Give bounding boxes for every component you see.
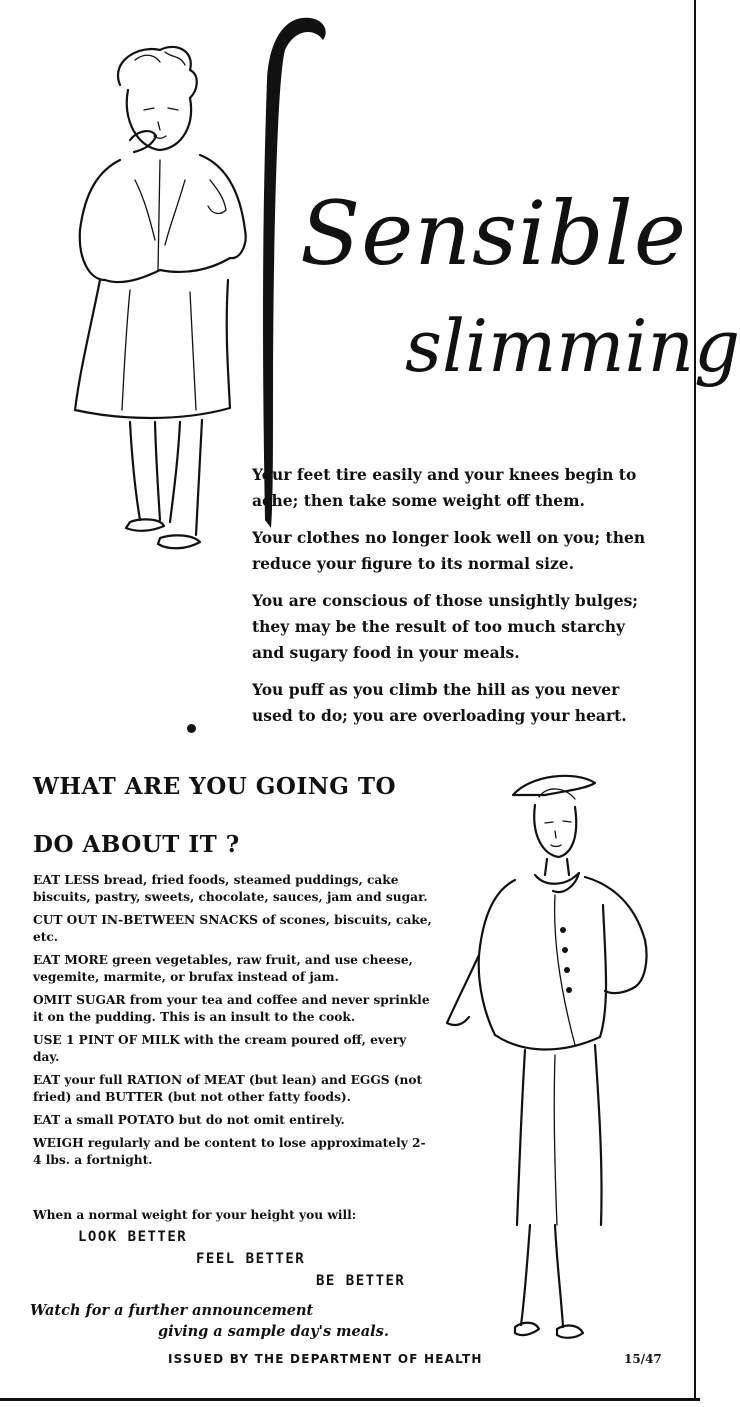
section-heading [33, 758, 453, 874]
page-border-bottom [0, 1398, 700, 1401]
advice-list [33, 872, 433, 1175]
intro-paragraph: You are conscious of those unsightly bulges; they may be the result of too much starchy and sugary food in your meals. [252, 591, 639, 662]
mantra-be-better: BE BETTER [316, 1273, 406, 1289]
advice-lead: USE 1 PINT OF MILK [33, 1033, 180, 1047]
advice-body: bread, fried foods, steamed puddings, cake biscuits, pastry, sweets, chocolate, sauces, jam and sugar. [33, 873, 428, 904]
advice-item [33, 912, 433, 946]
intro-paragraph: Your feet tire easily and your knees begin to ache; then take some weight off them. [252, 465, 637, 510]
overweight-woman-illustration [60, 30, 260, 570]
slim-woman-illustration [435, 755, 675, 1345]
closing-sentence: When a normal weight for your height you will: [33, 1208, 357, 1222]
advice-lead: CUT OUT IN-BETWEEN SNACKS [33, 913, 258, 927]
headline-line-1: Sensible [300, 182, 687, 285]
advice-lead: EAT LESS [33, 873, 100, 887]
advice-lead: EAT [33, 1073, 61, 1087]
intro-paragraph: Your clothes no longer look well on you; then reduce your figure to its normal size. [252, 528, 646, 573]
page-border-right [694, 0, 696, 1400]
advice-item [33, 872, 433, 906]
mantra-look-better: LOOK BETTER [78, 1229, 188, 1245]
bullet-dot [187, 724, 196, 733]
advice-lead: WEIGH [33, 1136, 84, 1150]
advice-body: a small POTATO but do not omit entirely. [60, 1113, 345, 1127]
advice-item [33, 1112, 433, 1129]
headline [290, 180, 740, 410]
advice-lead: EAT MORE [33, 953, 108, 967]
advice-lead: OMIT SUGAR [33, 993, 126, 1007]
advice-item [33, 992, 433, 1026]
advice-body: with the cream poured off, every day. [33, 1033, 407, 1064]
advice-body: of scones, biscuits, cake, etc. [33, 913, 432, 944]
intro-paragraphs [252, 462, 657, 740]
advice-item [33, 1072, 433, 1106]
advice-body: from your tea and coffee and never sprinkle it on the pudding. This is an insult to the cook. [33, 993, 430, 1024]
advice-item [33, 1032, 433, 1066]
intro-paragraph: You puff as you climb the hill as you never used to do; you are overloading your heart. [252, 680, 627, 725]
announcement-line-1: Watch for a further announcement [30, 1302, 314, 1319]
advice-item [33, 952, 433, 986]
issuer-credit: ISSUED BY THE DEPARTMENT OF HEALTH [168, 1352, 483, 1366]
section-heading-line-1: WHAT ARE YOU GOING TO [33, 773, 397, 800]
advice-body: your full RATION of MEAT (but lean) and EGGS (not fried) and BUTTER (but not other fatty foods). [33, 1073, 423, 1104]
announcement-note [30, 1300, 389, 1342]
mantra-feel-better: FEEL BETTER [196, 1251, 306, 1267]
publication-code: 15/47 [624, 1352, 662, 1366]
advice-body: regularly and be content to lose approximately 2-4 lbs. a fortnight. [33, 1136, 426, 1167]
section-heading-line-2: DO ABOUT IT ? [33, 831, 240, 858]
advice-item [33, 1135, 433, 1169]
headline-line-2: slimming [405, 304, 740, 388]
announcement-line-2: giving a sample day's meals. [158, 1323, 389, 1340]
advice-lead: EAT [33, 1113, 61, 1127]
advice-body: green vegetables, raw fruit, and use cheese, vegemite, marmite, or brufax instead of jam. [33, 953, 413, 984]
